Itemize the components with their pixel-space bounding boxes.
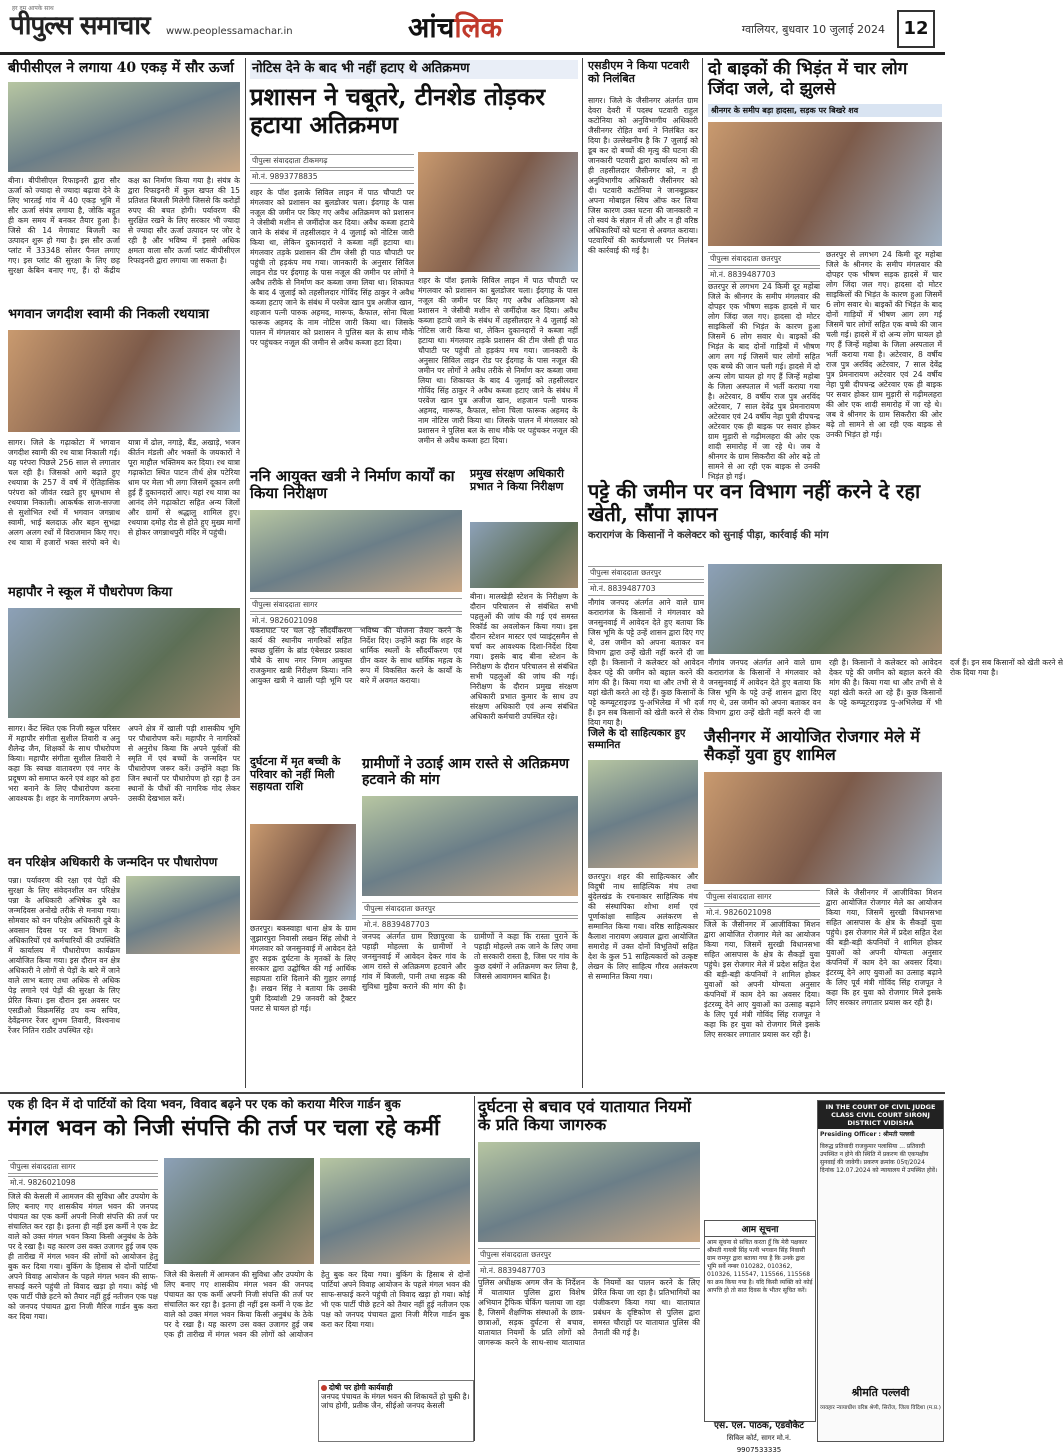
headline[interactable]: प्रशासन ने चबूतरे, टीनशेड तोड़कर हटाया अतिक्रमण	[250, 81, 546, 139]
article-body-continued: शहर के पॉश इलाके सिविल लाइन में पाठ चौपाटी पर मंगलवार को प्रशासन का बुलडोजर चला। ईदगाह के पास नजूल की जमीन पर किए गए अवैध अतिक्रमण को प्रशासन ने जेसीबी मशीन से जमींदोज कर दिया। अवैध कब्जा हटाये जाने के संबंध में तहसीलदार ने 4 जुलाई को नोटिस जारी किया था, लेकिन दुकानदारों ने कब्जा नहीं हटाया था। मंगलवार तड़के प्रशासन की टीम जेसी ही पाठ चौपाटी पर पहुंची तो हड़कंप मच गया। जानकारी के अनुसार सिविल लाइन रोड पर ईदगाह के पास नजूल की जमीन पर लोगों ने अवैध तरीके से निर्माण कर कब्जा जमा लिया था। शिकायत के बाद 4 जुलाई को तहसीलदार गोविंद सिंह ठाकुर ने अवैध कब्जा हटाए जाने के संबंध में परवेज खान पुत्र अजीज खान, शहजान पत्नी पारुक अहमद, मारूफ, कैफाल, सोना चिला फारूक अहमद के नाम नोटिस जारी किया था। जिसके पालन में मंगलवार को प्रशासन ने पुलिस बल के साथ मौके पर पहुंचकर नजूल की जमीन से अवैध कब्जा हटा दिया।	[418, 276, 578, 445]
article-body: पुलिस अधीक्षक अगम जैन के निर्देशन में यातायात पुलिस द्वारा विशेष अभियान ट्रैफिक चेकिंग चलाया जा रहा है, जिसमें शैक्षणिक संस्थाओं के छात्र-छात्राओं, सड़क दुर्घटना से बचाव, यातायात नियमों के प्रति लोगों को जागरूक करने के साथ-साथ यातायात के नियमों का पालन करने के लिए प्रेरित किया जा रहा है। प्रतिभागियों का पंजीकरण किया गया था। यातायात प्रबंधन के दृष्टिकोण से पुलिस द्वारा समस्त चौराहों पर यातायात पुलिस की तैनाती की गई है।	[478, 1278, 700, 1347]
headline[interactable]: दुर्घटना से बचाव एवं यातायात नियमों के प्रति किया जागरुक	[478, 1097, 692, 1135]
court-notice-officer: Presiding Officer : श्रीमती पल्लवी	[820, 1131, 915, 1138]
article-body-continued: नौगांव जनपद अंतर्गत आने वाले ग्राम करारागंज के किसानों ने मंगलवार को जनसुनवाई में आवेदन देते हुए बताया कि जिस भूमि के पट्टे उन्हें शासन द्वारा दिए गए थे, उस जमीन को अपना बताकर वन विभाग द्वारा उन्हें खेती नहीं करने दी जा रही है। किसानों ने कलेक्टर को आवेदन देकर पट्टे की जमीन को बहाल करने की मांग की है। किया गया था और तभी से वे यहां खेती करते आ रहे हैं। कुछ किसानों के पट्टे कम्प्यूटराइज्ड पु-अभिलेख में भी दर्ज हैं। इन सब किसानों को खेती करने से रोक दिया गया है।	[708, 658, 1063, 717]
mangal-photo-2	[320, 1158, 470, 1264]
article-body: नौगांव जनपद अंतर्गत आने वाले ग्राम करारागंज के किसानों ने मंगलवार को जनसुनवाई में आवेदन देते हुए बताया कि जिस भूमि के पट्टे उन्हें शासन द्वारा दिए गए थे, उस जमीन को अपना बताकर वन विभाग द्वारा उन्हें खेती नहीं करने दी जा रही है। किसानों ने कलेक्टर को आवेदन देकर पट्टे की जमीन को बहाल करने की मांग की है। किया गया था और तभी से वे यहां खेती करते आ रहे हैं। कुछ किसानों के पट्टे कम्प्यूटराइज्ड पु-अभिलेख में भी दर्ज हैं। इन सब किसानों को खेती करने से रोक दिया गया है।	[588, 598, 704, 727]
headline[interactable]: एसडीएम ने किया पटवारी को निलंबित	[588, 59, 690, 85]
article-body: सागर। जिले के गढ़ाकोटा में भगवान जगदीश स्वामी की रथ यात्रा निकाली गई। यह परंपरा पिछले 256 साल से लगातार चल रही है। जिसको आगे बढ़ाते हुए रथयात्रा के 257 वें वर्ष में ऐतिहासिक परंपरा को जीवंत रखते हुए धूमधाम से रथयात्रा निकाली। आकर्षक साज-सज्जा से सुशोभित रथों में भगवान जगन्नाथ स्वामी, भाई बलदाऊ और बहन सुभद्रा अलग अलग रथों में विराजमान किए गए। रथ यात्रा में हजारों भक्त सरंपो बने थे। यात्रा में ढोल, नगाड़े, बैंड, अखाड़े, भजन कीर्तन मंडली और भक्तों के जयकारों ने पूरा माहौल भक्तिमय कर दिया। रथ यात्रा गढ़ाकोटा स्थित पाटन तीर्थ क्षेत्र पटेरिया धाम पर मेला भी लगा जिसमें दूकान लगी हुई हैं दुकानदारों आए। यहां रथ यात्रा का आनंद लेने गढ़ाकोटा सहित अन्य जिलों और ग्रामों से श्रद्धालु शामिल हुए। रथयात्रा दमोह रोड से होते हुए मुख्य मार्गों से होकर जगन्नाथपुरी मंदिर में पहुंची।	[8, 438, 240, 547]
deadchild-photo	[250, 824, 356, 920]
byline-box	[478, 1246, 700, 1280]
byline-box	[8, 1158, 158, 1192]
court-notice-signature: श्रीमति पल्लवी	[851, 1386, 910, 1399]
inset-body: जनपद पंचायत के मंगल भवन की शिकायतें हो चुकी है। जांच होगी, प्रतीक जैन, सीईओ जनपद केसली	[321, 1392, 470, 1410]
byline-box	[588, 564, 704, 598]
patta-photo	[708, 564, 942, 654]
mobile-number: मो.नं. 9826021098	[8, 1176, 158, 1190]
railway-photo	[470, 522, 578, 588]
column-rule	[474, 1096, 475, 1441]
article-accident	[708, 59, 942, 481]
section-rule	[0, 1092, 945, 1094]
article-body: सागर। जिले के जैसीनगर अंतर्गत ग्राम देवरा देवरी में पदस्थ पटवारी राहुल कटोनिया को अनुविभागीय अधिकारी जैसीनगर रोहित वर्मा ने निलंबित कर दिया है। उल्लेखनीय है कि 7 जुलाई को डूब कर दो बच्चों की मृत्यु की घटना की जानकारी पटवारी द्वारा कार्यालय को ना ही तहसीलदार जैसीनगर को, न ही अनुविभागीय अधिकारी जैसीनगर को दी। पटवारी कटोनिया ने जानबूझकर अपना मोबाइल स्विच ऑफ कर लिया जिस कारण उक्त घटना की जानकारी न तो स्वयं के संज्ञान में ली और न ही वरिष्ठ अधिकारियों को घटना से अवगत कराया। पटवारियों की कार्यप्रणाली पर निलंबन की कार्रवाई की गई है।	[588, 96, 698, 255]
article-rozgar	[704, 728, 942, 1086]
inset-box	[318, 1380, 474, 1442]
rozgar-photo	[704, 772, 942, 884]
court-notice-signature-sub: व्यवहार न्यायाधीश वरिष्ठ श्रेणी, सिरोंज, जिला विदिशा (म.प्र.)	[820, 1405, 941, 1411]
public-notice-signature-box	[704, 1420, 814, 1454]
article-nagar	[250, 468, 462, 748]
byline: पीपुल्स संवाददाता सागर	[704, 890, 820, 904]
article-body-continued: जिले के जैसीनगर में आजीविका मिशन द्वारा आयोजित रोजगार मेले का आयोजन किया गया, जिसमें सुरखी विधानसभा सहित आसपास के क्षेत्र के सैकड़ों युवा पहुंचे। इस रोजगार मेले में प्रदेश सहित देश की बड़ी-बड़ी कंपनियों ने शामिल होकर युवाओं को अपनी योग्यता अनुसार कंपनियों में काम देने का अवसर दिया। इंटरव्यू देने आए युवाओं का उत्साह बढ़ाने के लिए पूर्व मंत्री गोविंद सिंह राजपूत ने कहा कि हर युवा को रोजगार मिले इसके लिए सरकार लगातार प्रयास कर रही है।	[826, 888, 942, 1007]
public-notice-body: आम सूचना से सचित करता हूँ कि मेरी पक्षकार श्रीमती गायत्री सिंह पत्नी भगवान सिंह निवासी ग्राम रामपुर द्वारा बताया गया है कि उनके द्वारा भूमि सर्वे नम्बर 010282, 010362, 010326, 115547, 115566, 115568 का क्रय किया गया है। यदि किसी व्यक्ति को कोई आपत्ति हो तो सात दिवस के भीतर सूचित करें।	[707, 1239, 813, 1294]
traffic-photo	[478, 1142, 700, 1242]
headline[interactable]: बीपीसीएल ने लगाया 40 एकड़ में सौर ऊर्जा	[8, 60, 234, 76]
byline: पीपुल्स संवाददाता छतरपुर	[588, 566, 704, 580]
byline: पीपुल्स संवाददाता सागर	[250, 598, 462, 612]
article-body-continued: जिले की केसली में आमजन की सुविधा और उपयोग के लिए बनाए गए शासकीय मंगल भवन की जनपद पंचायत का एक कर्मी अपनी निजी संपत्ति की तर्ज पर संचालित कर रहा है। इतना ही नहीं इस कर्मी ने एक डेट वाले को उक्त मंगल भवन किया किसी अनुबंध के ठेके पर दे रखा है। यह कारण उस वक्त उजागर हुई जब एक ही तारीख में मंगल भवन की लोगों को आयोजन हेतु बुक कर दिया गया। बुकिंग के हिसाब से दोनों पार्टियां अपने विवाह आयोजन के पहले मंगल भवन की साफ-सफाई करने पहुंची तो विवाद खड़ा हो गया। कोई भी एक पार्टी पीछे हटने को तैयार नहीं हुई नतीजन एक पक्ष को जनपद पंचायत द्वारा निजी मैरिज गार्डन बुक करा कर दिया गया।	[164, 1270, 470, 1339]
rathyatra-photo	[8, 330, 240, 432]
article-road	[362, 756, 578, 1086]
byline-box	[250, 152, 414, 186]
nagar-photo	[250, 510, 462, 592]
headline[interactable]: ननि आयुक्त खत्री ने निर्माण कार्यों का किया निरीक्षण	[250, 467, 455, 503]
mangal-photo-1	[164, 1158, 314, 1264]
headline[interactable]: पट्टे की जमीन पर वन विभाग नहीं करने दे रहा खेती, सौंपा ज्ञापन	[588, 479, 921, 526]
column-rule	[702, 58, 703, 478]
subhead: करारागंज के किसानों ने कलेक्टर को सुनाई पीड़ा, कार्रवाई की मांग	[588, 530, 829, 541]
article-body: छतरपुर। शहर की साहित्यकार और विदुषी नाथ साहित्यिक मंच तथा बुंदेलखंड के रचनाकार साहित्यिक मंच की संस्थापिका शोभा शर्मा एवं पूर्णाकांक्षा साहित्य अलंकरण से सम्मानित किया गया। वरिष्ठ साहित्यकार कैलाश नारायण अग्रवाल द्वारा आयोजित समारोह में उक्त दोनों विभूतियों सहित देश के कुल 51 साहित्यकारों को उत्कृष्ट लेखन के लिए साहित्य गौरव अलंकरण से सम्मानित किया गया।	[588, 872, 698, 981]
court-notice	[817, 1100, 944, 1442]
column-rule	[245, 58, 246, 1088]
mobile-number: मो.नं. 8839487703	[588, 582, 704, 596]
headline[interactable]: मंगल भवन को निजी संपत्ति की तर्ज पर चला रहे कर्मी	[8, 1114, 440, 1141]
mayor-photo	[8, 608, 240, 718]
mobile-number: मो.नं. 8839487703	[708, 268, 820, 282]
article-body: पन्ना। पर्यावरण की रक्षा एवं पेड़ों की सुरक्षा के लिए संवेदनशील वन परिक्षेत्र पन्ना के अधिकारी अभिषेक दुबे का जन्मदिवस अनोखे तरीके से मनाया गया। सोमवार को वन परिक्षेत्र अधिकारी दुबे के अवसान दिवस पर वन विभाग के अधिकारियों एवं कर्मचारियों की उपस्थिति में कार्यालय में पौधारोपण कार्यक्रम आयोजित किया गया। इस दौरान वन क्षेत्र अधिकारी ने लोगों से पेड़ों के बारे में जाने वाले लाभ बताए तथा अधिक से अधिक पेड़ लगाने एवं पेड़ों की सुरक्षा के लिए प्रेरित किया। इस दौरान इस अवसर पर एसडीओ विक्रमसिंह उप वन्य सचिव, देवेंद्रनगर रेंजर शुभम तिवारी, विश्वनाथ रेंजर नितिन राठौर उपस्थित रहे।	[8, 876, 120, 1035]
article-sahitya	[588, 728, 698, 1086]
headline[interactable]: दुर्घटना में मृत बच्ची के परिवार को नहीं मिली सहायता राशि	[250, 755, 341, 794]
byline: पीपुल्स संवाददाता छतरपुर	[362, 902, 578, 916]
article-patwari	[588, 60, 698, 470]
byline: पीपुल्स संवाददाता छतरपुर	[478, 1248, 700, 1262]
kicker: एक ही दिन में दो पार्टियों को दिया भवन, विवाद बढ़ने पर एक को कराया मैरिज गार्डन बुक	[8, 1097, 401, 1111]
byline-box	[362, 900, 578, 934]
article-body: जिले की केसली में आमजन की सुविधा और उपयोग के लिए बनाए गए शासकीय मंगल भवन की जनपद पंचायत का एक कर्मी अपनी निजी संपत्ति की तर्ज पर संचालित कर रहा है। इतना ही नहीं इस कर्मी ने एक डेट वाले को उक्त मंगल भवन किया किसी अनुबंध के ठेके पर दे रखा है। यह कारण उस वक्त उजागर हुई जब एक ही तारीख में मंगल भवन की लोगों को आयोजन हेतु बुक कर दिया गया। बुकिंग के हिसाब से दोनों पार्टियां अपने विवाह आयोजन के पहले मंगल भवन की साफ-सफाई करने पहुंची तो विवाद खड़ा हो गया। कोई भी एक पार्टी पीछे हटने को तैयार नहीं हुई नतीजन एक पक्ष को जनपद पंचायत द्वारा निजी मैरिज गार्डन बुक करा कर दिया गया।	[8, 1192, 158, 1321]
article-body: छतरपुर। बकस्वाहा थाना क्षेत्र के ग्राम जुझारपुरा निवासी लखन सिंह लोधी ने मंगलवार को जनसुनवाई में आवेदन देते हुए सड़क दुर्घटना के मृतकों के लिए सरकार द्वारा उद्घोषित की गई आर्थिक सहायता राशि दिलाने की गुहार लगाई है। लखन सिंह ने बताया कि उसकी पुत्री दिव्यांशी 29 जनवरी को ट्रैक्टर पलट से घायल हो गई।	[250, 924, 356, 1013]
kicker: नोटिस देने के बाद भी नहीं हटाए थे अतिक्रमण	[250, 60, 578, 79]
mobile-number: मो.नं. 9826021098	[704, 906, 820, 920]
forest-photo	[126, 876, 240, 954]
section-title-suffix: लिक	[454, 11, 503, 44]
article-encroach	[250, 60, 578, 458]
article-body: जनपद अंतर्गत ग्राम रिछापुरवा के पहाड़ी मोहल्ला के ग्रामीणों ने जनसुनवाई में आवेदन देकर गांव के आम रास्ते से अतिक्रमण हटवाने और गांव में बिजली, पानी तथा सड़क की सुविधा मुहैया कराने की मांग की है। ग्रामीणों ने कहा कि रास्ता पुराने के पहाड़ी मोहल्ले तक जाने के लिए जमा तो सरकारी रास्ता है, जिस पर गांव के कुछ दबंगों ने अतिक्रमण कर लिया है, जिससे आवागमन बाधित है।	[362, 932, 578, 991]
article-body: सागर। केंट स्थित एक निजी स्कूल परिसर में महापौर संगीता सुशील तिवारी व अनु शैलेन्द्र जैन, शिक्षकों के साथ पौधरोपण किया। महापौर संगीता सुशील तिवारी ने कहा कि स्वच्छ वातावरण एवं नगर के प्रदूषण को समाप्त करने एवं शहर को हरा भरा बनाने के लिए पौधारोपण करना आवश्यक है। शहर के नागरिकगण अपने-अपने क्षेत्र में खाली पड़ी शासकीय भूमि पर पौधारोपण करें। महापौर ने नागरिकों से अनुरोध किया कि अपने पूर्वजों की स्मृति में एवं बच्चों के जन्मदिन पर पौधारोपण जरूर करें। उन्होंने कहा कि जिन स्थानों पर पौधारोपण हो रहा है उन स्थानों के पौधों की नागरिक गोद लेकर उसकी देखभाल करें।	[8, 724, 240, 803]
mobile-number: मो.नं. 9893778835	[250, 170, 414, 184]
byline: पीपुल्स संवाददाता टीकमगढ़	[250, 154, 414, 168]
column-rule	[582, 58, 583, 1088]
byline-box	[250, 596, 462, 630]
byline-box	[704, 888, 820, 922]
article-deadchild	[250, 756, 356, 1086]
article-body-continued: छतरपुर से लगभग 24 किमी दूर महोबा जिले के श्रीनगर के समीप मंगलवार की दोपहर एक भीषण सड़क हादसे में चार लोग जिंदा जल गए। हादसा दो मोटर साइकिलों की भिड़ंत के कारण हुआ जिसमें 6 लोग सवार थे। बाइकों की भिड़ंत के बाद दोनों गाड़ियों में भीषण आग लग गई जिसमें चार लोगों सहित एक बच्चे की जान चली गई। हादसे में दो अन्य लोग घायल हो गए हैं जिन्हें महोबा के जिला अस्पताल में भर्ती कराया गया है। अटेरवार, 8 वर्षीय राज पुत्र अरविंद अटेरवार, 7 साल देवेंद्र पुत्र प्रेमनारायण अटेरवार एवं 24 वर्षीय नेहा पुत्री दीपचन्द्र अटेरवार एक ही बाइक पर सवार होकर ग्राम मुड़ारी से गढ़ीमलहरा की ओर एक शादी समारोह में जा रहे थे। जब वे श्रीनगर के ग्राम सिकरौरा की ओर बढ़े तो सामने से आ रही एक बाइक से उनकी भिड़ंत हो गई।	[826, 250, 942, 439]
headline[interactable]: भगवान जगदीश स्वामी की निकली रथयात्रा	[8, 307, 209, 322]
article-railway	[470, 468, 578, 748]
accident-photo	[708, 122, 942, 246]
subhead: श्रीनगर के समीप बड़ा हादसा, सड़क पर बिखरे शव	[708, 104, 942, 117]
article-body: बीना। बीपीसीएल रिफाइनरी द्वारा सौर ऊर्जा को ज्यादा से ज्यादा बढ़ावा देने के लिए भारतई गांव में 40 एकड़ भूमि में सौर ऊर्जा संयंत्र लगाया है, जोकि बहुत ही कम समय में बनकर तैयार हुआ है। जिसे की 14 मेगावाट बिजली का उत्पादन शुरू हो गया है। इस सौर ऊर्जा प्लांट में 33348 सोलर पैनल लगाए गए। इस प्लांट की सुरक्षा के लिए छह सुरक्षा केबिन बनाए गए, हैं। दो केंद्रीय कक्ष का निर्माण किया गया है। संयंत्र के द्वारा रिफाइनरी में कुल खपत की 15 प्रतिशत बिजली मिलेगी जिससे कि करोड़ों रुपए की बचत होगी। पर्यावरण की सुरक्षित रखने के लिए सरकार भी ज्यादा से ज्यादा सौर ऊर्जा उत्पादन पर जोर दे रही है और भविष्य में इससे अधिक क्षमता वाला सौर ऊर्जा प्लांट बीपीसीएल रिफाइनरी द्वारा लगाया जा सकता है।	[8, 176, 240, 275]
public-notice	[704, 1220, 816, 1422]
article-mayor	[8, 586, 240, 848]
solar-photo	[8, 82, 240, 172]
inset-title	[321, 1383, 471, 1392]
page-number: 12	[897, 10, 935, 48]
byline: पीपुल्स संवाददाता सागर	[8, 1160, 158, 1174]
public-notice-contact: सिविल कोर्ट, सागर मो.नं. 9907533335	[726, 1434, 792, 1454]
article-rathyatra	[8, 308, 240, 578]
article-body: बीना। मालखेड़ी स्टेशन के निरीक्षण के दौरान परिचालन से संबंधित सभी पहलुओं की जांच की गई एवं समस्त रिकॉर्ड का अवलोकन किया गया। इस दौरान स्टेशन मास्टर एवं प्वाइंट्समैन से चर्चा कर आवश्यक दिशा-निर्देश दिया गया। इसके बाद बीना स्टेशन के निरीक्षण के दौरान परिचालन से संबंधित सभी पहलुओं की जांच की गई। निरीक्षण के दौरान प्रमुख संरक्षण अधिकारी प्रभात कुमार के साथ उप संरक्षण अधिकारी एवं अन्य संबंधित अधिकारी कर्मचारी उपस्थित रहे।	[470, 592, 578, 721]
newspaper-logo[interactable]: पीपुल्स समाचार	[10, 11, 150, 41]
article-forest	[8, 856, 240, 1086]
article-solar	[8, 60, 240, 300]
bullet-icon	[321, 1385, 327, 1391]
article-patta	[588, 479, 1063, 727]
court-notice-body: विरुद्ध प्रतिवादी राजकुमार पलासिया ... प्रतिवादी उपस्थित न होने की स्थिति में प्रकरण की एकपक्षीय सुनवाई की जावेगी। प्रकरण क्रमांक 05ए/2024 दिनांक 12.07.2024 को न्यायालय में उपस्थित होवें।	[820, 1143, 938, 1174]
logo-tagline: हर दम आपके साथ	[12, 5, 54, 12]
headline[interactable]: जैसीनगर में आयोजित रोजगार मेले में सैकड़ों युवा हुए शामिल	[704, 727, 920, 765]
public-notice-signature: एस. एल. पाठक, एडवोकेट	[714, 1421, 804, 1431]
section-title-prefix: आंच	[408, 11, 455, 44]
headline[interactable]: जिले के दो साहित्यकार हुए सम्मानित	[588, 728, 686, 751]
headline[interactable]: महापौर ने स्कूल में पौधरोपण किया	[8, 585, 173, 600]
article-body: शहर के पॉश इलाके सिविल लाइन में पाठ चौपाटी पर मंगलवार को प्रशासन का बुलडोजर चला। ईदगाह के पास नजूल की जमीन पर किए गए अवैध अतिक्रमण को प्रशासन ने जेसीबी मशीन से जमींदोज कर दिया। अवैध कब्जा हटाये जाने के संबंध में तहसीलदार ने 4 जुलाई को नोटिस जारी किया था, लेकिन दुकानदारों ने कब्जा नहीं हटाया था। मंगलवार तड़के प्रशासन की टीम जेसी ही पाठ चौपाटी पर पहुंची तो हड़कंप मच गया। जानकारी के अनुसार सिविल लाइन रोड पर ईदगाह के पास नजूल की जमीन पर लोगों ने अवैध तरीके से निर्माण कर कब्जा जमा लिया था। शिकायत के बाद 4 जुलाई को तहसीलदार गोविंद सिंह ठाकुर ने अवैध कब्जा हटाए जाने के संबंध में परवेज खान पुत्र अजीज खान, शहजान पत्नी पारुक अहमद, मारूफ, कैफाल, सोना चिला फारूक अहमद के नाम नोटिस जारी किया था। जिसके पालन में मंगलवार को प्रशासन ने पुलिस बल के साथ मौके पर पहुंचकर नजूल की जमीन से अवैध कब्जा हटा दिया।	[250, 188, 414, 347]
mobile-number: मो.नं. 9826021098	[250, 614, 462, 628]
article-traffic	[478, 1098, 700, 1442]
headline[interactable]: वन परिक्षेत्र अधिकारी के जन्मदिन पर पौधारोपण	[8, 855, 218, 869]
article-body: चकराघाट पर चल रहे सौंदर्यीकरण कार्य की स्थानीय नागरिकों सहित स्वच्छ ग्रुसिंग के ब्रांड एंबेसडर प्रकाश चौबे के साथ नगर निगम आयुक्त राजकुमार खत्री निरीक्षण किया। ननि आयुक्त खत्री ने खाली पड़ी भूमि पर भविष्य की योजना तैयार करने के निर्देश दिए। उन्होंने कहा कि शहर के धार्मिक स्थलों के सौंदर्यीकरण एवं ग्रीन कवर के साथ धार्मिक महत्व के रूप में विकसित करने के कार्यों के बारे में अवगत कराया।	[250, 626, 462, 685]
headline[interactable]: ग्रामीणों ने उठाई आम रास्ते से अतिक्रमण हटवाने की मांग	[362, 756, 570, 789]
headline[interactable]: प्रमुख संरक्षण अधिकारी प्रभात ने किया निरीक्षण	[470, 467, 564, 493]
byline: पीपुल्स संवाददाता छतरपुर	[708, 252, 820, 266]
article-body: छतरपुर से लगभग 24 किमी दूर महोबा जिले के श्रीनगर के समीप मंगलवार की दोपहर एक भीषण सड़क हादसे में चार लोग जिंदा जल गए। हादसा दो मोटर साइकिलों की भिड़ंत के कारण हुआ जिसमें 6 लोग सवार थे। बाइकों की भिड़ंत के बाद दोनों गाड़ियों में भीषण आग लग गई जिसमें चार लोगों सहित एक बच्चे की जान चली गई। हादसे में दो अन्य लोग घायल हो गए हैं जिन्हें महोबा के जिला अस्पताल में भर्ती कराया गया है। अटेरवार, 8 वर्षीय राज पुत्र अरविंद अटेरवार, 7 साल देवेंद्र पुत्र प्रेमनारायण अटेरवार एवं 24 वर्षीय नेहा पुत्री दीपचन्द्र अटेरवार एक ही बाइक पर सवार होकर ग्राम मुड़ारी से गढ़ीमलहरा की ओर एक शादी समारोह में जा रहे थे। जब वे श्रीनगर के ग्राम सिकरौरा की ओर बढ़े तो सामने से आ रही एक बाइक से उनकी भिड़ंत हो गई।	[708, 282, 820, 481]
article-body: जिले के जैसीनगर में आजीविका मिशन द्वारा आयोजित रोजगार मेले का आयोजन किया गया, जिसमें सुरखी विधानसभा सहित आसपास के क्षेत्र के सैकड़ों युवा पहुंचे। इस रोजगार मेले में प्रदेश सहित देश की बड़ी-बड़ी कंपनियों ने शामिल होकर युवाओं को अपनी योग्यता अनुसार कंपनियों में काम देने का अवसर दिया। इंटरव्यू देने आए युवाओं का उत्साह बढ़ाने के लिए पूर्व मंत्री गोविंद सिंह राजपूत ने कहा कि हर युवा को रोजगार मिले इसके लिए सरकार लगातार प्रयास कर रही है।	[704, 920, 820, 1039]
court-notice-title: IN THE COURT OF CIVIL JUDGE CLASS CIVIL COURT SIRONJ DISTRICT VIDISHA	[818, 1101, 943, 1129]
public-notice-title: आम सूचना	[705, 1221, 815, 1237]
encroach-photo	[418, 152, 578, 272]
website-link[interactable]: www.peoplessamachar.in	[166, 26, 293, 37]
road-photo	[362, 796, 578, 896]
byline-box	[708, 250, 820, 284]
section-title	[408, 8, 502, 46]
dateline: ग्वालियर, बुधवार 10 जुलाई 2024	[741, 23, 885, 36]
mobile-number: मो.नं. 8839487703	[362, 918, 578, 932]
mobile-number: मो.नं. 8839487703	[478, 1264, 700, 1278]
inset-title-text: दोषी पर होगी कार्यवाही	[329, 1383, 393, 1392]
sahitya-photo	[588, 760, 698, 868]
headline[interactable]: दो बाइकों की भिड़ंत में चार लोग जिंदा जले, दो झुलसे	[708, 59, 908, 99]
masthead	[0, 0, 945, 55]
